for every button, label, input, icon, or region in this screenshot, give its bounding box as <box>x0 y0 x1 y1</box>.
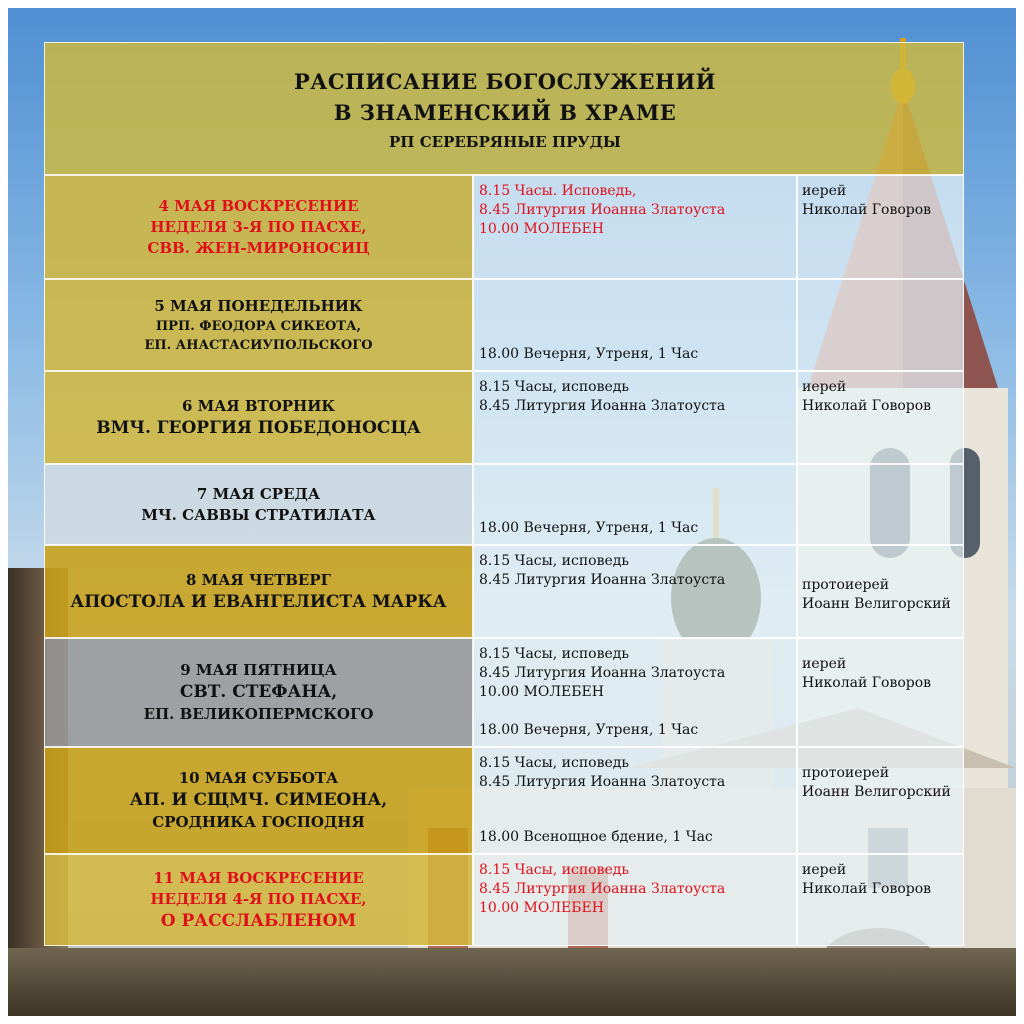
services-cell <box>473 371 797 464</box>
day-date: 9 МАЯ ПЯТНИЦА <box>180 661 337 679</box>
priest-name: Иоанн Велигорский <box>802 596 951 612</box>
services-cell <box>473 175 797 279</box>
priest-name: Николай Говоров <box>802 675 932 691</box>
day-cell <box>44 371 473 464</box>
schedule-row <box>44 175 964 279</box>
day-feast: АПОСТОЛА И ЕВАНГЕЛИСТА МАРКА <box>70 591 447 612</box>
evening-service: 18.00 Вечерня, Утреня, 1 Час <box>479 346 699 362</box>
service-line: 8.45 Литургия Иоанна Златоуста <box>479 572 726 588</box>
evening-service: 18.00 Вечерня, Утреня, 1 Час <box>479 520 699 536</box>
day-cell <box>44 854 473 946</box>
priest-cell <box>797 854 964 946</box>
day-date: 6 МАЯ ВТОРНИК <box>181 396 336 415</box>
day-date: 5 МАЯ ПОНЕДЕЛЬНИК <box>154 296 363 315</box>
day-feast: ЕП. ВЕЛИКОПЕРМСКОГО <box>143 705 374 723</box>
schedule-row <box>44 854 964 946</box>
day-feast: ПРП. ФЕОДОРА СИКЕОТА, <box>155 318 362 334</box>
service-line: 8.15 Часы, исповедь <box>479 755 630 771</box>
schedule-row <box>44 279 964 371</box>
priest-rank: иерей <box>802 379 847 395</box>
services-cell <box>473 464 797 545</box>
day-date: 10 МАЯ СУББОТА <box>178 769 339 787</box>
priest-rank: протоиерей <box>802 765 890 781</box>
header-location: РП СЕРЕБРЯНЫЕ ПРУДЫ <box>389 133 621 151</box>
day-feast: СВВ. ЖЕН-МИРОНОСИЦ <box>147 238 370 257</box>
priest-name: Иоанн Велигорский <box>802 784 951 800</box>
service-line: 8.15 Часы, исповедь <box>479 379 630 395</box>
service-line: 8.15 Часы. Исповедь, <box>479 183 637 199</box>
priest-cell <box>797 175 964 279</box>
priest-cell <box>797 371 964 464</box>
evening-service: 18.00 Вечерня, Утреня, 1 Час <box>479 722 699 738</box>
day-cell <box>44 747 473 854</box>
day-date: 4 МАЯ ВОСКРЕСЕНИЕ <box>158 196 359 215</box>
header-title: РАСПИСАНИЕ БОГОСЛУЖЕНИЙ <box>293 69 717 94</box>
service-line: 8.45 Литургия Иоанна Златоуста <box>479 774 726 790</box>
services-cell <box>473 854 797 946</box>
day-date: 8 МАЯ ЧЕТВЕРГ <box>186 570 331 589</box>
day-feast: МЧ. САВВЫ СТРАТИЛАТА <box>141 505 376 524</box>
day-feast: СВТ. СТЕФАНА, <box>179 682 338 702</box>
service-line: 8.45 Литургия Иоанна Златоуста <box>479 398 726 414</box>
day-feast: НЕДЕЛЯ 4-Я ПО ПАСХЕ, <box>150 889 367 908</box>
day-feast: О РАССЛАБЛЕНОМ <box>160 910 357 931</box>
priest-cell <box>797 638 964 747</box>
day-feast: ЕП. АНАСТАСИУПОЛЬСКОГО <box>144 337 373 353</box>
services-cell <box>473 747 797 854</box>
service-line: 8.15 Часы, исповедь <box>479 862 630 878</box>
service-line: 8.15 Часы, исповедь <box>479 646 630 662</box>
priest-name: Николай Говоров <box>802 398 932 414</box>
service-line: 8.45 Литургия Иоанна Златоуста <box>479 202 726 218</box>
service-line: 10.00 МОЛЕБЕН <box>479 221 604 237</box>
priest-rank: иерей <box>802 656 847 672</box>
day-cell <box>44 279 473 371</box>
schedule-row <box>44 464 964 545</box>
day-date: 11 МАЯ ВОСКРЕСЕНИЕ <box>153 868 364 887</box>
priest-rank: иерей <box>802 862 847 878</box>
ground <box>8 948 1016 1016</box>
day-cell <box>44 175 473 279</box>
day-cell <box>44 545 473 638</box>
services-cell <box>473 279 797 371</box>
priest-cell <box>797 545 964 638</box>
service-line: 8.45 Литургия Иоанна Златоуста <box>479 881 726 897</box>
schedule-row <box>44 747 964 854</box>
service-line: 8.45 Литургия Иоанна Златоуста <box>479 665 726 681</box>
priest-name: Николай Говоров <box>802 202 932 218</box>
header-subtitle: В ЗНАМЕНСКИЙ В ХРАМЕ <box>333 100 677 125</box>
priest-cell <box>797 747 964 854</box>
day-feast: ВМЧ. ГЕОРГИЯ ПОБЕДОНОСЦА <box>96 417 421 438</box>
priest-cell <box>797 279 964 371</box>
service-line: 10.00 МОЛЕБЕН <box>479 684 604 700</box>
priest-cell <box>797 464 964 545</box>
evening-service: 18.00 Всенощное бдение, 1 Час <box>479 829 713 845</box>
schedule-header <box>44 42 964 175</box>
day-feast: НЕДЕЛЯ 3-Я ПО ПАСХЕ, <box>150 217 367 236</box>
priest-name: Николай Говоров <box>802 881 932 897</box>
schedule-row <box>44 371 964 464</box>
schedule-row <box>44 545 964 638</box>
day-feast: АП. И СЩМЧ. СИМЕОНА, <box>129 790 388 810</box>
day-feast: СРОДНИКА ГОСПОДНЯ <box>152 813 365 831</box>
day-cell <box>44 638 473 747</box>
services-cell <box>473 545 797 638</box>
day-date: 7 МАЯ СРЕДА <box>196 484 321 503</box>
priest-rank: иерей <box>802 183 847 199</box>
services-cell <box>473 638 797 747</box>
schedule-row <box>44 638 964 747</box>
service-line: 10.00 МОЛЕБЕН <box>479 900 604 916</box>
schedule-board <box>44 42 964 946</box>
priest-rank: протоиерей <box>802 577 890 593</box>
day-cell <box>44 464 473 545</box>
service-line: 8.15 Часы, исповедь <box>479 553 630 569</box>
